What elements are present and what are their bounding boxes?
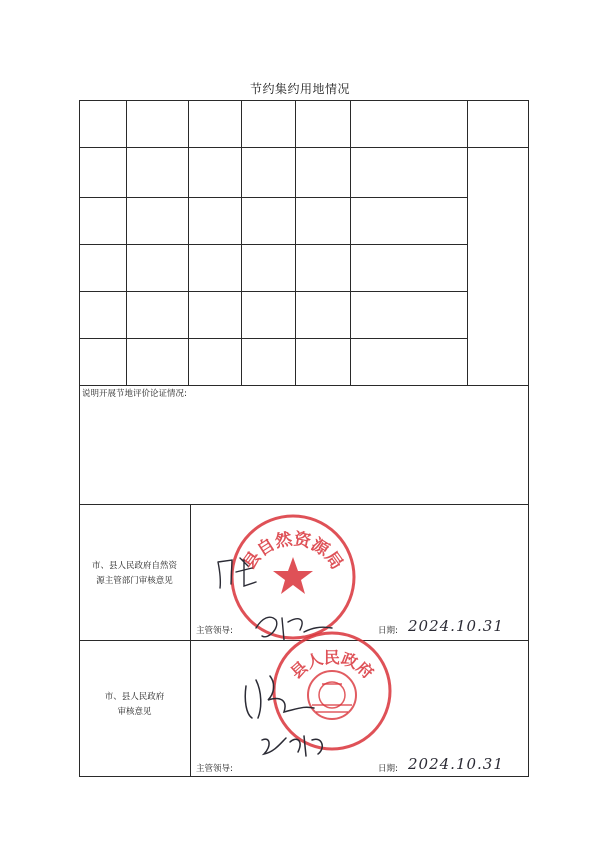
supervisor-label: 主管领导:: [196, 764, 233, 774]
label-line: 源主管部门审核意见: [96, 576, 173, 586]
government-seal: [274, 633, 390, 749]
label-line: 市、县人民政府: [104, 692, 165, 702]
label-line: 审核意见: [117, 707, 152, 717]
document-title: 节约集约用地情况: [249, 82, 350, 96]
date-label: 日期:: [378, 626, 398, 636]
svg-text:县人民政府: [287, 648, 378, 683]
description-label: 说明开展节地评价论证情况:: [82, 389, 187, 399]
supervisor-label: 主管领导:: [196, 626, 233, 636]
label-line: 市、县人民政府自然资: [91, 561, 177, 571]
handwritten-date: 2024.10.31: [408, 755, 504, 773]
handwritten-date: 2024.10.31: [408, 617, 504, 635]
date-label: 日期:: [378, 764, 398, 774]
seal-text: 县人民政府: [286, 647, 378, 683]
seal-text: 县自然资源局: [239, 529, 347, 574]
